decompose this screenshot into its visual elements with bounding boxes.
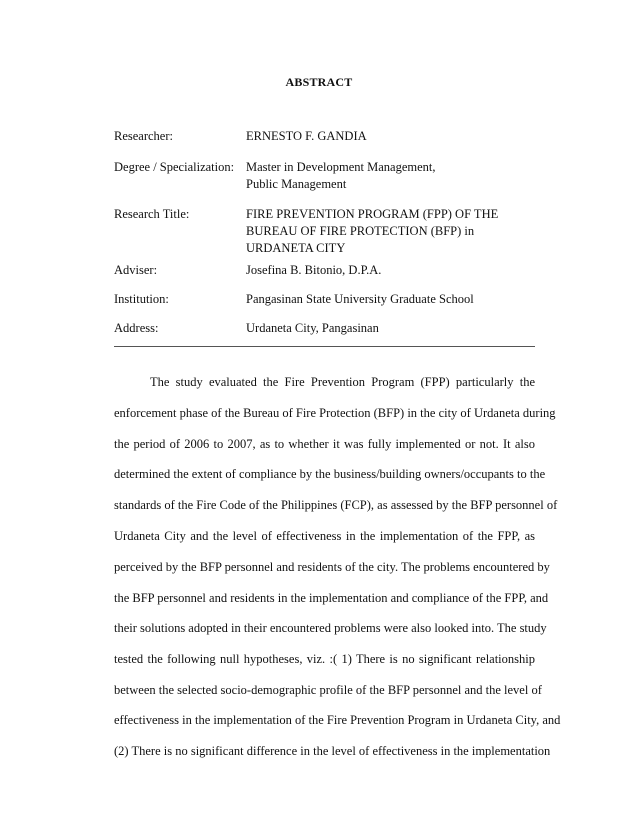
abstract-line: Urdaneta City and the level of effectiveness in the implementation of the FPP, as	[114, 529, 535, 543]
degree-value-line: Public Management	[246, 177, 347, 191]
abstract-line: the BFP personnel and residents in the implementation and compliance of the FPP, and	[114, 591, 549, 605]
abstract-title: ABSTRACT	[285, 75, 353, 89]
researcher-value-line: ERNESTO F. GANDIA	[246, 129, 367, 143]
institution-value-line: Pangasinan State University Graduate School	[246, 292, 474, 306]
degree-value	[246, 159, 546, 193]
abstract-line: effectiveness in the implementation of the Fire Prevention Program in Urdaneta City, and	[114, 713, 561, 727]
abstract-line: standards of the Fire Code of the Philippines (FCP), as assessed by the BFP personnel of	[114, 498, 558, 512]
research-title-value-line: BUREAU OF FIRE PROTECTION (BFP) in	[246, 224, 475, 238]
research-title-value-line: URDANETA CITY	[246, 241, 346, 255]
researcher-label: Researcher:	[114, 129, 173, 143]
institution-label: Institution:	[114, 292, 169, 306]
degree-label: Degree / Specialization:	[114, 160, 235, 174]
research-title-value	[246, 206, 546, 257]
abstract-line: between the selected socio-demographic profile of the BFP personnel and the level of	[114, 683, 542, 697]
adviser-label: Adviser:	[114, 263, 158, 277]
header-divider	[114, 346, 535, 347]
research-title-label: Research Title:	[114, 207, 190, 221]
researcher-value	[246, 128, 546, 145]
degree-value-line: Master in Development Management,	[246, 160, 436, 174]
abstract-line: enforcement phase of the Bureau of Fire Protection (BFP) in the city of Urdaneta during	[114, 406, 556, 420]
abstract-line: their solutions adopted in their encountered problems were also looked into. The study	[114, 621, 547, 635]
abstract-line: determined the extent of compliance by the business/building owners/occupants to the	[114, 467, 546, 481]
abstract-line: (2) There is no significant difference in the level of effectiveness in the implementation	[114, 744, 551, 758]
address-value-line: Urdaneta City, Pangasinan	[246, 321, 379, 335]
abstract-line: The study evaluated the Fire Prevention Program (FPP) particularly the	[150, 375, 535, 389]
address-value	[246, 320, 546, 337]
institution-value	[246, 291, 546, 308]
adviser-value	[246, 262, 546, 279]
abstract-line: tested the following null hypotheses, viz. :( 1) There is no significant relationship	[114, 652, 535, 666]
abstract-line: perceived by the BFP personnel and residents of the city. The problems encountered by	[114, 560, 550, 574]
abstract-line: the period of 2006 to 2007, as to whether it was fully implemented or not. It also	[114, 437, 535, 451]
research-title-value-line: FIRE PREVENTION PROGRAM (FPP) OF THE	[246, 207, 499, 221]
adviser-value-line: Josefina B. Bitonio, D.P.A.	[246, 263, 382, 277]
address-label: Address:	[114, 321, 159, 335]
